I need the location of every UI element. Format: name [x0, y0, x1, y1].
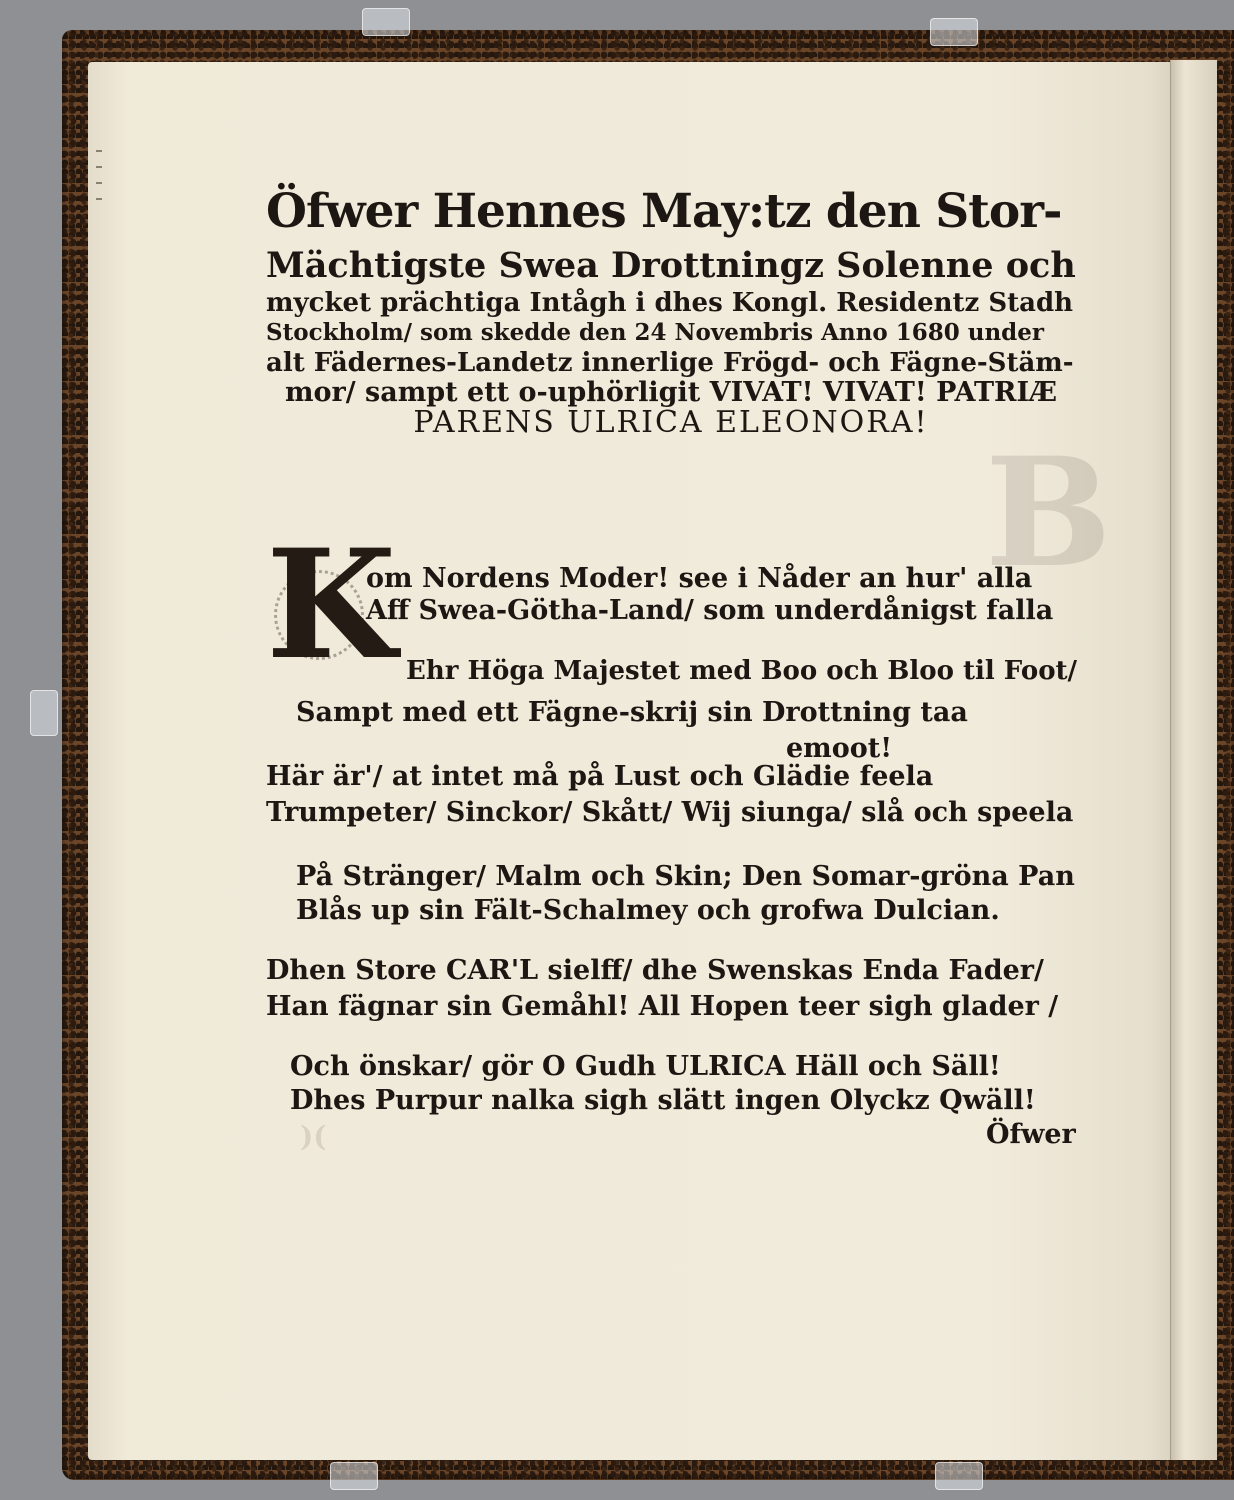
- poem-line: emoot!: [786, 733, 893, 764]
- page-clip: [930, 18, 978, 46]
- catchword: Öfwer: [986, 1119, 1076, 1150]
- poem-line: Och önskar/ gör O Gudh ULRICA Häll och Säll!: [290, 1051, 1001, 1082]
- title-line: alt Fädernes-Landetz innerlige Frögd- och Fägne-Stäm-: [266, 348, 1074, 378]
- poem-line: Sampt med ett Fägne-skrij sin Drottning taa: [296, 697, 968, 728]
- poem-line: Aff Swea-Götha-Land/ som underdånigst falla: [366, 595, 1054, 626]
- title-line: Stockholm/ som skedde den 24 Novembris Anno 1680 under: [266, 319, 1045, 346]
- title-line: mor/ sampt ett o-uphörligit VIVAT! VIVAT! PATRIÆ: [284, 377, 1058, 408]
- facing-page-edge: [1170, 60, 1217, 1460]
- page-clip: [935, 1462, 983, 1490]
- poem-line: På Stränger/ Malm och Skin; Den Somar-gröna Pan: [296, 861, 1075, 892]
- page-title: [266, 180, 1076, 438]
- poem-line: Dhen Store CAR'L sielff/ dhe Swenskas Enda Fader/: [266, 955, 1044, 986]
- poem-line: om Nordens Moder! see i Nåder an hur' alla: [366, 563, 1033, 594]
- title-line: PARENS ULRICA ELEONORA!: [413, 405, 929, 440]
- poem-line: Dhes Purpur nalka sigh slätt ingen Olyckz Qwäll!: [290, 1085, 1036, 1116]
- poem-line: Han fägnar sin Gemåhl! All Hopen teer sigh glader /: [266, 991, 1059, 1022]
- show-through: B: [985, 425, 1112, 601]
- title-line: mycket prächtiga Intågh i dhes Kongl. Residentz Stadh: [266, 288, 1074, 318]
- page-clip: [330, 1462, 378, 1490]
- poem-line: Trumpeter/ Sinckor/ Skått/ Wij siunga/ slå och speela: [266, 797, 1074, 828]
- title-line: Öfwer Hennes May:tz den Stor-: [266, 184, 1062, 239]
- page-clip: [30, 690, 58, 736]
- page-clip: [362, 8, 410, 36]
- poem-line: Här är'/ at intet må på Lust och Glädie feela: [266, 761, 934, 792]
- title-block: [266, 180, 1076, 438]
- show-through: )(: [300, 1120, 327, 1153]
- margin-marks: [96, 150, 106, 250]
- ornament-icon: [274, 570, 364, 660]
- poem-line: Ehr Höga Majestet med Boo och Bloo til Foot/: [406, 656, 1078, 686]
- title-line: Mächtigste Swea Drottningz Solenne och: [266, 245, 1076, 286]
- drop-cap: K: [266, 517, 397, 693]
- poem-line: Blås up sin Fält-Schalmey och grofwa Dulcian.: [296, 895, 1000, 926]
